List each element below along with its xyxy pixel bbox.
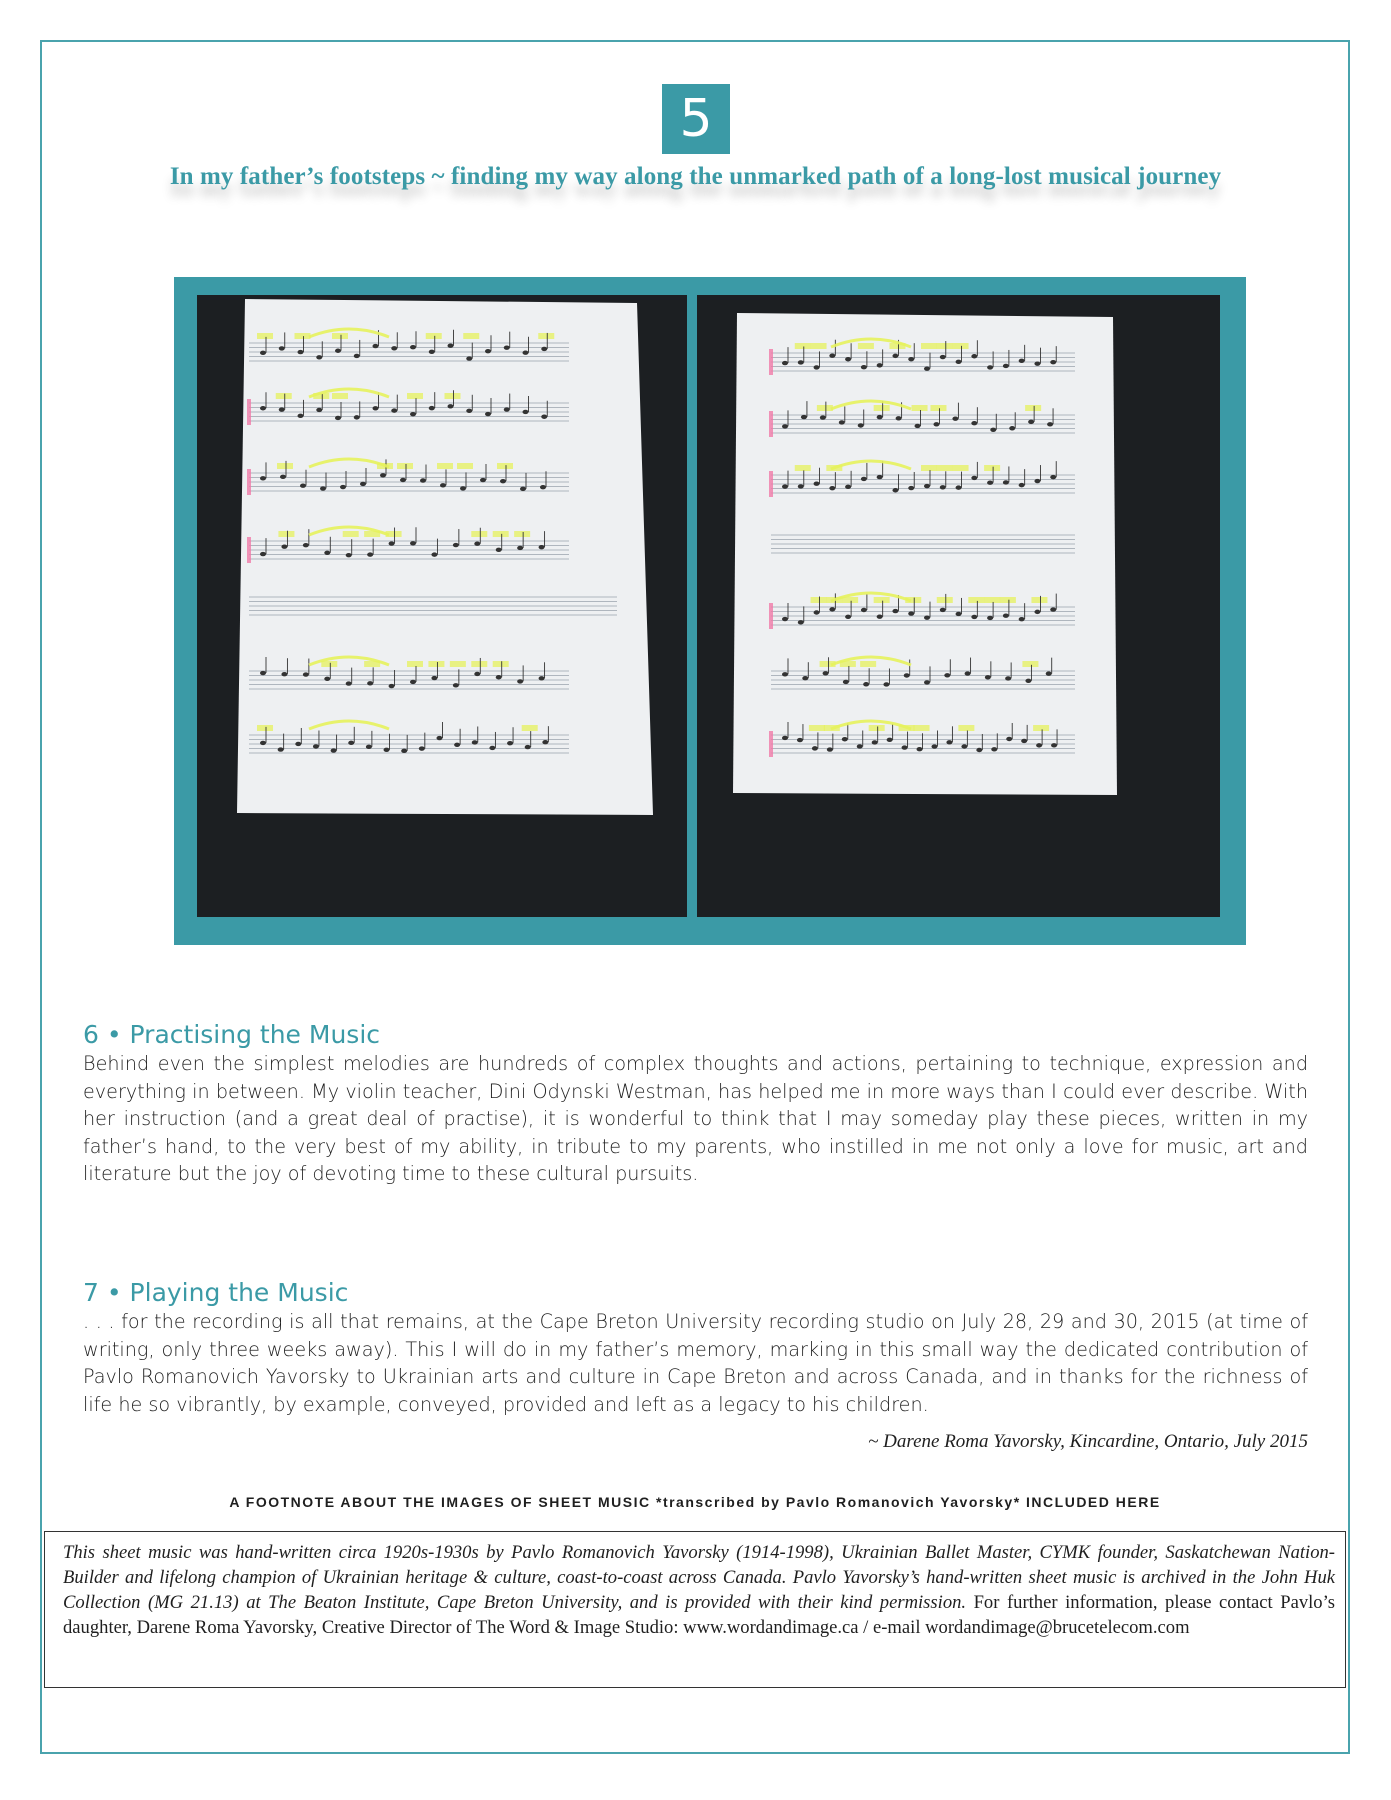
section-heading-practising: 6 • Practising the Music: [83, 1020, 381, 1049]
paper-sheet: [237, 299, 653, 815]
paper-sheet: [733, 313, 1117, 795]
footnote-header: A FOOTNOTE ABOUT THE IMAGES OF SHEET MUSIC *transcribed by Pavlo Romanovich Yavorsky* INCLUDED HERE: [229, 1494, 1161, 1510]
page-title: In my father’s footsteps ~ finding my way along the unmarked path of a long-lost musical journey: [169, 163, 1222, 190]
photo-frame: [174, 277, 1246, 945]
sheet-music-photo-left: [197, 295, 687, 917]
section-number-badge: 5: [662, 84, 730, 154]
footnote-box: [44, 1531, 1346, 1688]
section-heading-playing: 7 • Playing the Music: [83, 1278, 349, 1307]
footnote-italic-text: This sheet music was hand-written circa 1920s-1930s by Pavlo Romanovich Yavorsky (1914-1998), Ukrainian Ballet Master, CYMK founder, Saskatchewan Nation-Builder and lifelong champion of Ukrainian heritage & culture, coast-to-coast across Canada. Pavlo Yavorsky’s hand-written sheet music is archived in the John Huk Collection (MG 21.13) at The Beaton Institute, Cape Breton University, and is provided with their kind permission.: [63, 1542, 1335, 1613]
footnote-contact-text: For further information, please contact Pavlo’s daughter, Darene Roma Yavorsky, Creative Director of The Word & Image Studio: www.wordandimage.ca / e-mail wordandimage@brucetelecom.com: [63, 1592, 1335, 1638]
sheet-music-photo-right: [697, 295, 1220, 917]
author-signature: ~ Darene Roma Yavorsky, Kincardine, Ontario, July 2015: [868, 1431, 1308, 1452]
section-body-playing: . . . for the recording is all that remains, at the Cape Breton University recording studio on July 28, 29 and 30, 2015 (at time of writing, only three weeks away). This I will do in my father’s memory, marking in this small way the dedicated contribution of Pavlo Romanovich Yavorsky to Ukrainian arts and culture in Cape Breton and across Canada, and in thanks for the richness of life he so vibrantly, by example, conveyed, provided and left as a legacy to his children.: [83, 1310, 1308, 1416]
section-body-practising: Behind even the simplest melodies are hundreds of complex thoughts and actions, pertaining to technique, expression and everything in between. My violin teacher, Dini Odynski Westman, has helped me in more ways than I could ever describe. With her instruction (and a great deal of practise), it is wonderful to think that I may someday play these pieces, written in my father’s hand, to the very best of my ability, in tribute to my parents, who instilled in me not only a love for music, art and literature but the joy of devoting time to these cultural pursuits.: [83, 1052, 1308, 1185]
